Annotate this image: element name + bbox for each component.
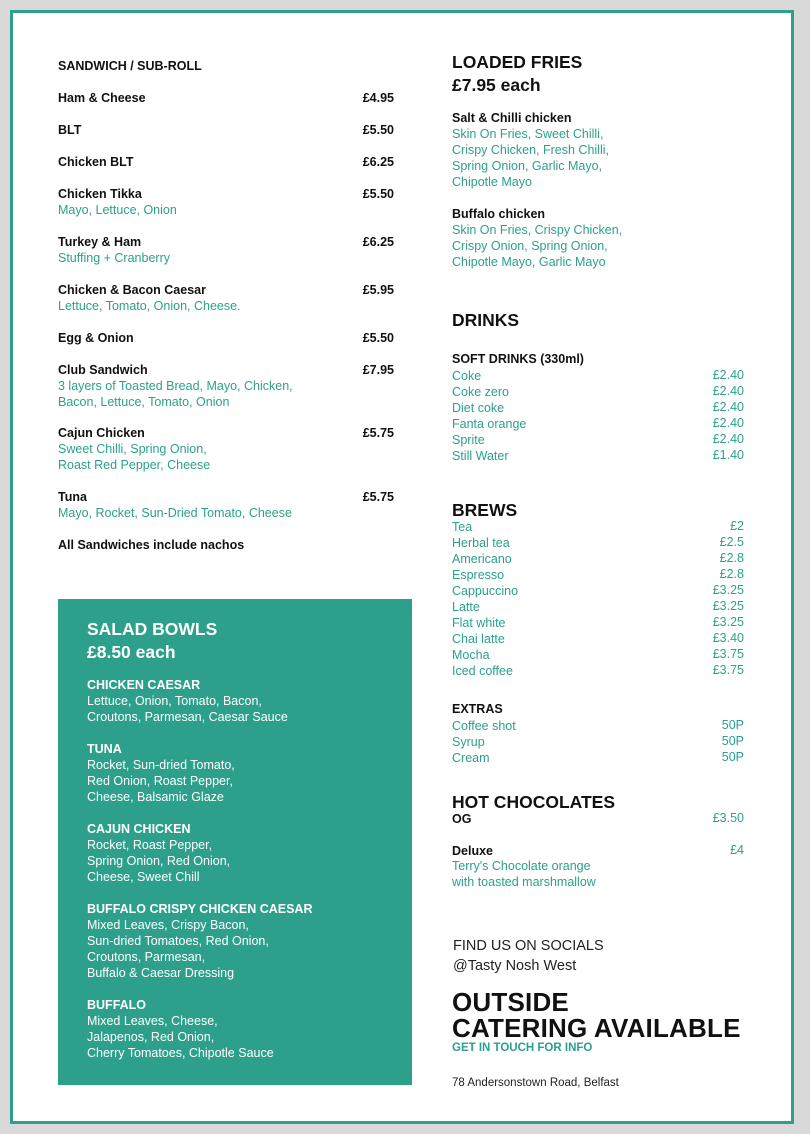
fries-item — [452, 110, 744, 190]
drink-price: £2.40 — [712, 400, 744, 414]
sandwich-title: SANDWICH / SUB-ROLL — [58, 59, 202, 73]
hot-choc-og-price: £3.50 — [712, 811, 744, 825]
salad-item-desc: Jalapenos, Red Onion, — [87, 1030, 215, 1044]
social-handle: @Tasty Nosh West — [453, 958, 577, 974]
sandwich-price: £6.25 — [362, 235, 394, 249]
brew-row — [452, 534, 744, 550]
fries-item-desc: Crispy Chicken, Fresh Chilli, — [452, 143, 609, 157]
extra-price: 50P — [721, 750, 744, 764]
brew-name: Cappuccino — [452, 584, 519, 598]
drink-price: £2.40 — [712, 416, 744, 430]
sandwich-name: BLT — [58, 123, 82, 137]
brew-row — [452, 646, 744, 662]
hot-chocolates-title: HOT CHOCOLATES — [452, 792, 616, 812]
sandwich-item — [58, 122, 394, 138]
brew-name: Chai latte — [452, 632, 505, 646]
brew-name: Iced coffee — [452, 664, 513, 678]
extra-name: Cream — [452, 751, 490, 765]
fries-item-desc: Chipotle Mayo — [452, 175, 532, 189]
fries-item-desc: Skin On Fries, Crispy Chicken, — [452, 223, 623, 237]
fries-item-name: Buffalo chicken — [452, 207, 546, 221]
sandwich-price: £4.95 — [362, 91, 394, 105]
sandwich-name: Cajun Chicken — [58, 426, 145, 440]
hot-choc-deluxe-desc — [452, 858, 596, 890]
salad-item-desc: Red Onion, Roast Pepper, — [87, 774, 233, 788]
brew-price: £3.75 — [712, 663, 744, 677]
sandwich-desc: Stuffing + Cranberry — [58, 251, 170, 265]
sandwich-price: £5.50 — [362, 187, 394, 201]
sandwich-item — [58, 154, 394, 170]
drink-name: Diet coke — [452, 401, 505, 415]
sandwich-name: Chicken BLT — [58, 155, 134, 169]
sandwich-name: Turkey & Ham — [58, 235, 142, 249]
fries-item-name: Salt & Chilli chicken — [452, 111, 572, 125]
brew-name: Latte — [452, 600, 480, 614]
sandwich-desc: Lettuce, Tomato, Onion, Cheese. — [58, 299, 241, 313]
salad-subtitle: £8.50 each — [87, 642, 176, 662]
drink-row — [452, 447, 744, 463]
extra-name: Syrup — [452, 735, 485, 749]
salad-item-desc: Croutons, Parmesan, Caesar Sauce — [87, 710, 288, 724]
brew-price: £3.25 — [712, 583, 744, 597]
extra-row — [452, 749, 744, 765]
brew-name: Espresso — [452, 568, 505, 582]
drink-price: £2.40 — [712, 384, 744, 398]
brew-row — [452, 614, 744, 630]
drink-row — [452, 383, 744, 399]
drink-price: £1.40 — [712, 448, 744, 462]
hot-choc-deluxe-row — [452, 842, 744, 858]
sandwich-price: £5.75 — [362, 490, 394, 504]
sandwich-price: £5.50 — [362, 123, 394, 137]
salad-item-desc: Lettuce, Onion, Tomato, Bacon, — [87, 694, 262, 708]
salad-item-name: BUFFALO CRISPY CHICKEN CAESAR — [87, 902, 313, 916]
extra-row — [452, 733, 744, 749]
brews-title: BREWS — [452, 500, 518, 520]
salad-item — [87, 741, 402, 805]
sandwich-item — [58, 282, 394, 314]
fries-item-desc: Crispy Onion, Spring Onion, — [452, 239, 608, 253]
sandwich-item — [58, 186, 394, 218]
salad-item-name: TUNA — [87, 742, 122, 756]
sandwich-item — [58, 362, 394, 410]
brew-price: £3.25 — [712, 615, 744, 629]
sandwich-desc: Roast Red Pepper, Cheese — [58, 458, 211, 472]
drink-price: £2.40 — [712, 432, 744, 446]
brew-price: £2 — [730, 519, 744, 533]
socials-title: FIND US ON SOCIALS — [453, 938, 604, 954]
fries-item — [452, 206, 744, 270]
salad-item-desc: Cherry Tomatoes, Chipotle Sauce — [87, 1046, 274, 1060]
hot-choc-og-name: OG — [452, 812, 472, 826]
brew-row — [452, 598, 744, 614]
brew-name: Herbal tea — [452, 536, 510, 550]
salad-title: SALAD BOWLS — [87, 619, 218, 639]
sandwich-item — [58, 234, 394, 266]
salad-item-name: CAJUN CHICKEN — [87, 822, 191, 836]
salad-item-desc: Cheese, Sweet Chill — [87, 870, 200, 884]
salad-item-desc: Mixed Leaves, Crispy Bacon, — [87, 918, 249, 932]
sandwich-price: £5.75 — [362, 426, 394, 440]
salad-item-desc: Rocket, Sun-dried Tomato, — [87, 758, 235, 772]
drink-price: £2.40 — [712, 368, 744, 382]
extras-title: EXTRAS — [452, 702, 503, 716]
brew-price: £3.25 — [712, 599, 744, 613]
sandwich-name: Egg & Onion — [58, 331, 134, 345]
salad-item-desc: Croutons, Parmesan, — [87, 950, 206, 964]
brew-row — [452, 630, 744, 646]
sandwich-name: Chicken Tikka — [58, 187, 142, 201]
brew-price: £3.40 — [712, 631, 744, 645]
brew-name: Mocha — [452, 648, 490, 662]
sandwich-item — [58, 489, 394, 521]
sandwich-desc: Sweet Chilli, Spring Onion, — [58, 442, 207, 456]
address: 78 Andersonstown Road, Belfast — [452, 1077, 619, 1089]
salad-item-desc: Buffalo & Caesar Dressing — [87, 966, 235, 980]
sandwich-price: £7.95 — [362, 363, 394, 377]
sandwich-item — [58, 330, 394, 346]
sandwich-price: £5.95 — [362, 283, 394, 297]
brew-price: £2.5 — [719, 535, 744, 549]
brew-name: Americano — [452, 552, 512, 566]
extra-row — [452, 717, 744, 733]
salad-item-desc: Spring Onion, Red Onion, — [87, 854, 231, 868]
salad-item-desc: Cheese, Balsamic Glaze — [87, 790, 224, 804]
right-column — [452, 13, 744, 1113]
brew-row — [452, 582, 744, 598]
fries-item-desc: Skin On Fries, Sweet Chilli, — [452, 127, 604, 141]
fries-subtitle: £7.95 each — [452, 75, 541, 95]
sandwich-name: Chicken & Bacon Caesar — [58, 283, 206, 297]
sandwich-price: £6.25 — [362, 155, 394, 169]
hot-choc-deluxe-price: £4 — [730, 843, 744, 857]
sandwich-item — [58, 425, 394, 473]
fries-item-desc: Spring Onion, Garlic Mayo, — [452, 159, 603, 173]
menu-page — [10, 10, 794, 1124]
sandwich-desc: 3 layers of Toasted Bread, Mayo, Chicken, — [58, 379, 293, 393]
salad-item-name: BUFFALO — [87, 998, 147, 1012]
drink-name: Fanta orange — [452, 417, 527, 431]
drink-row — [452, 399, 744, 415]
sandwich-price: £5.50 — [362, 331, 394, 345]
salad-item — [87, 677, 402, 725]
desc-line: with toasted marshmallow — [452, 875, 596, 889]
hot-choc-deluxe-name: Deluxe — [452, 844, 493, 858]
drink-name: Still Water — [452, 449, 509, 463]
brew-row — [452, 518, 744, 534]
brew-row — [452, 550, 744, 566]
brew-name: Flat white — [452, 616, 506, 630]
salad-item — [87, 821, 402, 885]
sandwich-desc: Mayo, Lettuce, Onion — [58, 203, 177, 217]
salad-item — [87, 997, 402, 1061]
brew-price: £3.75 — [712, 647, 744, 661]
drink-row — [452, 415, 744, 431]
desc-line: Terry's Chocolate orange — [452, 859, 591, 873]
sandwich-note: All Sandwiches include nachos — [58, 538, 245, 552]
sandwich-name: Club Sandwich — [58, 363, 148, 377]
salad-item-desc: Sun-dried Tomatoes, Red Onion, — [87, 934, 269, 948]
brew-row — [452, 566, 744, 582]
brew-price: £2.8 — [719, 551, 744, 565]
drink-name: Coke zero — [452, 385, 509, 399]
drink-row — [452, 367, 744, 383]
salad-item-desc: Mixed Leaves, Cheese, — [87, 1014, 218, 1028]
salad-bowls-panel — [58, 599, 412, 1085]
extra-price: 50P — [721, 718, 744, 732]
drinks-title: DRINKS — [452, 310, 520, 330]
extra-name: Coffee shot — [452, 719, 516, 733]
fries-title: LOADED FRIES — [452, 52, 583, 72]
drink-row — [452, 431, 744, 447]
fries-item-desc: Chipotle Mayo, Garlic Mayo — [452, 255, 606, 269]
salad-item-desc: Rocket, Roast Pepper, — [87, 838, 213, 852]
sandwich-name: Ham & Cheese — [58, 91, 146, 105]
catering-line-1: OUTSIDE — [452, 987, 569, 1017]
drink-name: Sprite — [452, 433, 485, 447]
extra-price: 50P — [721, 734, 744, 748]
soft-drinks-subtitle: SOFT DRINKS (330ml) — [452, 352, 584, 366]
brew-name: Tea — [452, 520, 473, 534]
salad-item-name: CHICKEN CAESAR — [87, 678, 201, 692]
contact-cta: GET IN TOUCH FOR INFO — [452, 1042, 593, 1054]
brew-price: £2.8 — [719, 567, 744, 581]
sandwich-desc: Bacon, Lettuce, Tomato, Onion — [58, 395, 230, 409]
salad-item — [87, 901, 402, 981]
catering-line-2: CATERING AVAILABLE — [452, 1013, 741, 1043]
hot-choc-og-row — [452, 810, 744, 826]
brew-row — [452, 662, 744, 678]
drink-name: Coke — [452, 369, 482, 383]
sandwich-desc: Mayo, Rocket, Sun-Dried Tomato, Cheese — [58, 506, 292, 520]
sandwich-name: Tuna — [58, 490, 87, 504]
sandwich-item — [58, 90, 394, 106]
